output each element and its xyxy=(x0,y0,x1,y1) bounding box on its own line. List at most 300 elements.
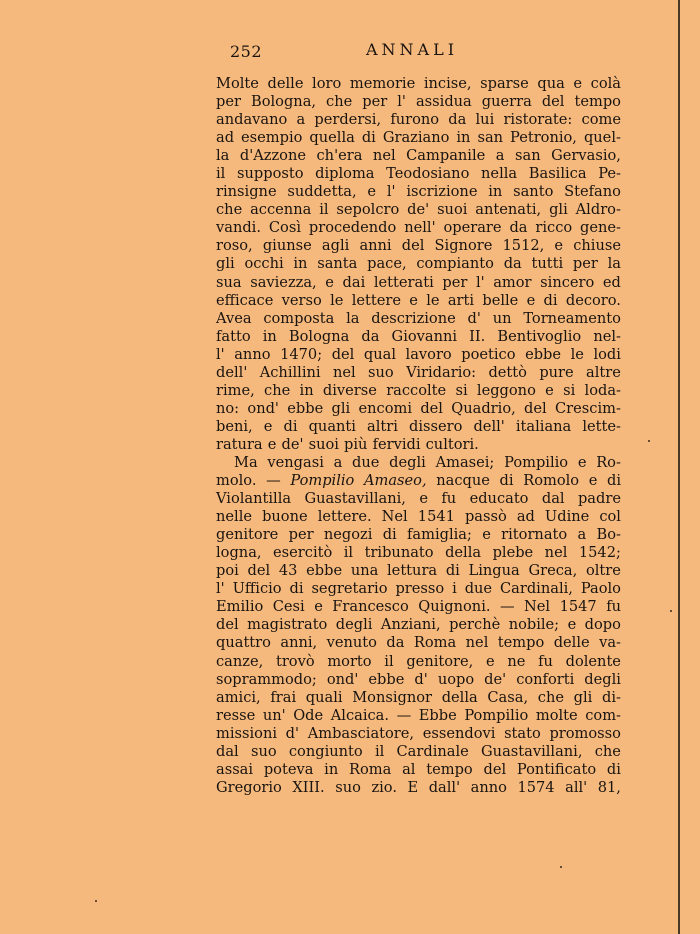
word: l' xyxy=(386,183,396,201)
word: Pompilio xyxy=(464,706,529,724)
text-line xyxy=(216,328,621,346)
word: uopo xyxy=(437,670,475,688)
word: ad xyxy=(216,129,235,147)
word: per xyxy=(288,526,314,544)
word: E xyxy=(407,778,419,796)
word: perchè xyxy=(449,616,501,634)
word: oltre xyxy=(585,562,621,580)
word: Torneamento xyxy=(523,309,621,327)
word: Viridario: xyxy=(406,363,477,381)
word: della xyxy=(445,544,482,562)
word: delle xyxy=(553,634,590,652)
word: di xyxy=(283,417,298,435)
word: esercitò xyxy=(273,544,333,562)
word: a xyxy=(296,111,306,129)
word: Bologna xyxy=(288,327,350,345)
word: Roma xyxy=(349,760,392,778)
word: promosso xyxy=(549,724,621,742)
word: essendovi xyxy=(422,724,496,742)
word: di xyxy=(289,580,304,598)
word: frai xyxy=(270,688,297,706)
word: ebbe xyxy=(368,670,405,688)
word: e xyxy=(545,381,554,399)
word: Ro- xyxy=(596,453,621,471)
word: occhi xyxy=(244,255,284,273)
word: raccolte xyxy=(386,381,447,399)
text-line xyxy=(216,779,621,797)
word: molte xyxy=(535,706,578,724)
word: che xyxy=(537,688,564,706)
word: Ma xyxy=(234,453,258,471)
word: Anziani, xyxy=(380,616,441,634)
word: Bologna, xyxy=(250,93,317,111)
word: magistrato xyxy=(247,616,328,634)
word: si xyxy=(455,381,468,399)
word: pure xyxy=(539,363,574,381)
word: Achillini xyxy=(259,363,321,381)
word: lavoro xyxy=(405,345,452,363)
word: Pontificato xyxy=(516,760,597,778)
text-line xyxy=(216,490,621,508)
word: vengasi xyxy=(267,453,324,471)
word: Signore xyxy=(434,237,493,255)
word: in xyxy=(262,327,277,345)
word: — xyxy=(499,598,515,616)
word: furono xyxy=(390,111,440,129)
word: suo xyxy=(250,742,277,760)
word: l' xyxy=(397,93,406,111)
word: congiunto xyxy=(288,742,363,760)
word: 1574 xyxy=(517,778,555,796)
text-line xyxy=(216,129,621,147)
word: d' xyxy=(467,309,481,327)
word: Petronio, xyxy=(510,129,577,147)
word: molo. xyxy=(216,472,257,490)
word: e xyxy=(554,237,564,255)
word: nel- xyxy=(593,327,621,345)
word: in xyxy=(293,255,308,273)
word: e xyxy=(325,273,334,291)
word: Graziano xyxy=(382,129,450,147)
paper-speck xyxy=(648,440,650,442)
word: anni, xyxy=(280,634,318,652)
paper-speck xyxy=(95,900,97,902)
word: ond' xyxy=(326,670,359,688)
word: che xyxy=(594,742,621,760)
word: antenati, xyxy=(475,201,542,219)
word: poi xyxy=(216,562,239,580)
word: da xyxy=(386,634,405,652)
text-line xyxy=(216,274,621,292)
word: assidua xyxy=(415,93,472,111)
word: trovò xyxy=(275,652,315,670)
page-edge xyxy=(678,0,680,934)
word: suo xyxy=(368,363,394,381)
word: Giovanni xyxy=(391,327,458,345)
word: Nel xyxy=(381,508,408,526)
word: de' xyxy=(281,435,304,453)
word: dall' xyxy=(428,778,461,796)
word: Cardinali, xyxy=(500,580,573,598)
word: Gregorio xyxy=(216,778,282,796)
word: le xyxy=(330,291,344,309)
word: altri xyxy=(367,417,398,435)
word: Cardinale xyxy=(396,742,469,760)
word: da xyxy=(503,255,522,273)
word: Stefano xyxy=(564,183,621,201)
word: di xyxy=(499,472,514,490)
word: buone xyxy=(262,508,308,526)
word: d' xyxy=(414,670,428,688)
word: Basilica xyxy=(528,165,587,183)
word: Teodosiano xyxy=(386,165,470,183)
word: resse xyxy=(216,706,256,724)
word: educato xyxy=(469,490,529,508)
word: Quignoni. xyxy=(418,598,491,616)
text-line xyxy=(216,93,621,111)
word: Emilio xyxy=(216,598,264,616)
text-line xyxy=(216,165,621,183)
word: tribunato xyxy=(364,544,434,562)
word: del xyxy=(247,562,271,580)
word: e xyxy=(486,652,495,670)
word: nobile; xyxy=(508,616,560,634)
word: ristorate: xyxy=(503,111,573,129)
word: degli xyxy=(335,616,373,634)
word: descrizione xyxy=(371,309,456,327)
word: suddetta, xyxy=(287,183,357,201)
running-head: ANNALI xyxy=(366,40,459,59)
word: zio. xyxy=(371,778,397,796)
text-line xyxy=(216,255,621,273)
word: le xyxy=(570,345,584,363)
word: fu xyxy=(441,490,457,508)
paper-speck xyxy=(560,866,562,868)
word: missioni xyxy=(216,724,278,742)
word: nel xyxy=(465,634,489,652)
word: ond' xyxy=(247,399,279,417)
word: come xyxy=(581,111,621,129)
word: in xyxy=(456,129,471,147)
text-line xyxy=(216,544,621,562)
word: nacque xyxy=(436,472,490,490)
word: dolente xyxy=(565,652,621,670)
word: dai xyxy=(342,273,366,291)
word: e xyxy=(526,291,536,309)
word: iscrizione xyxy=(406,183,478,201)
word: loro xyxy=(312,75,342,92)
word: guerra xyxy=(481,93,532,111)
text-line xyxy=(216,400,621,418)
word: Campanile xyxy=(406,147,486,165)
word: saviezza, xyxy=(250,273,317,291)
text-line xyxy=(216,671,621,689)
word: lettura xyxy=(387,562,438,580)
word: due xyxy=(352,453,380,471)
word: del xyxy=(541,93,565,111)
word: 43 xyxy=(278,562,298,580)
text-line xyxy=(216,436,621,454)
word: agli xyxy=(321,237,350,255)
word: Bo- xyxy=(596,526,621,544)
word: di xyxy=(445,562,460,580)
word: Ebbe xyxy=(418,706,457,724)
text-line xyxy=(216,111,621,129)
word: negozi xyxy=(323,526,373,544)
word: gli xyxy=(549,201,568,219)
word: d' xyxy=(285,724,300,742)
word: arti xyxy=(447,291,475,309)
word: fu xyxy=(538,652,553,670)
word: di xyxy=(361,129,376,147)
word: e xyxy=(588,472,598,490)
word: Pompilio xyxy=(290,472,355,490)
word: Nel xyxy=(524,598,551,616)
text-line xyxy=(216,364,621,382)
word: Amaseo, xyxy=(363,472,427,490)
word: Quadrio, xyxy=(451,399,516,417)
word: Avea xyxy=(216,309,252,327)
text-line xyxy=(216,634,621,652)
word: all' xyxy=(565,778,588,796)
word: dell' xyxy=(216,363,248,381)
word: supposto xyxy=(237,165,304,183)
word: ne xyxy=(507,652,526,670)
word: e xyxy=(409,291,418,309)
word: venuto xyxy=(326,634,377,652)
text-line xyxy=(216,616,621,634)
word: dal xyxy=(216,742,239,760)
word: passò xyxy=(464,508,507,526)
word: Casa, xyxy=(487,688,529,706)
word: morto xyxy=(327,652,372,670)
word: nell' xyxy=(404,219,436,237)
word: vandi. xyxy=(216,219,261,237)
text-line xyxy=(216,292,621,310)
word: san xyxy=(515,147,541,165)
text-line xyxy=(216,310,621,328)
word: altre xyxy=(586,363,621,381)
word: di xyxy=(543,291,558,309)
word: col xyxy=(599,508,621,526)
word: e xyxy=(419,490,428,508)
word: plebe xyxy=(492,544,534,562)
word: roso, xyxy=(216,237,253,255)
word: incise, xyxy=(423,75,472,92)
word: no: xyxy=(216,399,240,417)
word: genitore, xyxy=(406,652,474,670)
word: nel xyxy=(332,363,356,381)
word: quali xyxy=(305,688,343,706)
word: da xyxy=(509,219,528,237)
word: e xyxy=(577,453,587,471)
word: un' xyxy=(262,706,286,724)
word: la xyxy=(346,309,360,327)
word: a xyxy=(333,453,343,471)
word: e xyxy=(573,75,583,92)
word: ebbe xyxy=(306,562,343,580)
word: lettere. xyxy=(317,508,372,526)
word: santo xyxy=(513,183,554,201)
word: Ode xyxy=(293,706,324,724)
word: de' xyxy=(407,201,430,219)
word: del xyxy=(524,399,547,417)
word: accenna xyxy=(250,201,312,219)
word: gli xyxy=(331,399,351,417)
word: una xyxy=(350,562,379,580)
word: e xyxy=(314,598,323,616)
word: poetico xyxy=(461,345,516,363)
word: a xyxy=(577,526,587,544)
text-line xyxy=(216,761,621,779)
word: che xyxy=(216,201,243,219)
word: santa xyxy=(317,255,358,273)
word: Udine xyxy=(544,508,590,526)
word: quella xyxy=(309,129,355,147)
word: a xyxy=(495,147,505,165)
word: suoi xyxy=(308,435,339,453)
word: gli xyxy=(216,255,235,273)
word: Pe- xyxy=(598,165,621,183)
text-line xyxy=(216,689,621,707)
word: poteva xyxy=(263,760,314,778)
text-line xyxy=(216,707,621,725)
word: genitore xyxy=(216,526,279,544)
word: il xyxy=(319,201,329,219)
word: le xyxy=(426,291,440,309)
word: la xyxy=(607,255,621,273)
page-number: 252 xyxy=(230,42,263,61)
word: del xyxy=(216,616,239,634)
text-line xyxy=(216,382,621,400)
word: verso xyxy=(281,291,322,309)
text-line xyxy=(216,580,621,598)
word: famiglia; xyxy=(407,526,472,544)
word: lettere xyxy=(351,291,401,309)
word: degli xyxy=(584,670,621,688)
word: logna, xyxy=(216,544,262,562)
word: lette- xyxy=(582,417,621,435)
word: Amasei; xyxy=(435,453,495,471)
word: amor xyxy=(493,273,532,291)
word: dopo xyxy=(584,616,621,634)
word: colà xyxy=(590,75,621,92)
word: nel xyxy=(372,147,396,165)
word: fatto xyxy=(216,327,251,345)
word: qual xyxy=(363,345,396,363)
word: quattro xyxy=(216,634,271,652)
page-header xyxy=(216,40,621,62)
word: ebbe xyxy=(525,345,562,363)
word: Cesi xyxy=(272,598,305,616)
word: Lingua xyxy=(468,562,520,580)
text-line xyxy=(216,454,621,472)
word: de' xyxy=(484,670,507,688)
word: Aldro- xyxy=(575,201,621,219)
word: anni xyxy=(359,237,392,255)
word: assai xyxy=(216,760,254,778)
word: decoro. xyxy=(565,291,621,309)
word: stato xyxy=(504,724,541,742)
word: 1541 xyxy=(417,508,455,526)
word: diverse xyxy=(322,381,377,399)
word: compianto xyxy=(416,255,494,273)
word: dissero xyxy=(409,417,463,435)
word: e xyxy=(263,417,273,435)
text-line xyxy=(216,346,621,364)
word: il xyxy=(343,544,354,562)
word: al xyxy=(402,760,416,778)
word: ch'era xyxy=(316,147,363,165)
word: belle xyxy=(482,291,519,309)
word: ricco xyxy=(535,219,573,237)
word: loda- xyxy=(584,381,621,399)
word: ritornato xyxy=(501,526,568,544)
word: Guastavillani, xyxy=(481,742,583,760)
word: e xyxy=(482,526,491,544)
word: beni, xyxy=(216,417,253,435)
word: giunse xyxy=(262,237,312,255)
text-line xyxy=(216,743,621,761)
word: Ambasciatore, xyxy=(307,724,415,742)
word: e xyxy=(267,435,277,453)
word: rime, xyxy=(216,381,255,399)
word: Violantilla xyxy=(216,490,292,508)
word: e xyxy=(567,616,577,634)
word: 1542; xyxy=(578,544,621,562)
word: il xyxy=(216,165,226,183)
word: Greca, xyxy=(528,562,578,580)
word: italiana xyxy=(515,417,572,435)
word: ratura xyxy=(216,435,263,453)
word: nelle xyxy=(216,508,253,526)
word: più xyxy=(344,435,368,453)
word: per xyxy=(362,93,388,111)
word: Ufficio xyxy=(232,580,282,598)
word: 1470; xyxy=(280,345,323,363)
word: composta xyxy=(263,309,335,327)
word: leggono xyxy=(476,381,536,399)
word: Monsignor xyxy=(352,688,433,706)
word: andavano xyxy=(216,111,288,129)
text-line xyxy=(216,508,621,526)
word: fervidi xyxy=(372,435,421,453)
word: dal xyxy=(541,490,565,508)
word: diploma xyxy=(315,165,375,183)
word: efficace xyxy=(216,291,274,309)
word: nel xyxy=(544,544,568,562)
word: nella xyxy=(481,165,518,183)
text-line xyxy=(216,472,621,490)
word: per xyxy=(442,273,468,291)
text-line xyxy=(216,418,621,436)
word: d'Azzone xyxy=(239,147,306,165)
word: l' xyxy=(216,580,225,598)
word: lui xyxy=(475,111,495,129)
word: Paolo xyxy=(580,580,621,598)
word: della xyxy=(441,688,478,706)
word: presso xyxy=(395,580,445,598)
word: rinsigne xyxy=(216,183,277,201)
word: un xyxy=(492,309,512,327)
word: ad xyxy=(516,508,535,526)
word: dettò xyxy=(488,363,527,381)
word: ebbe xyxy=(287,399,324,417)
word: Crescim- xyxy=(555,399,621,417)
word: l' xyxy=(475,273,485,291)
word: Romolo xyxy=(523,472,580,490)
word: e xyxy=(367,183,377,201)
